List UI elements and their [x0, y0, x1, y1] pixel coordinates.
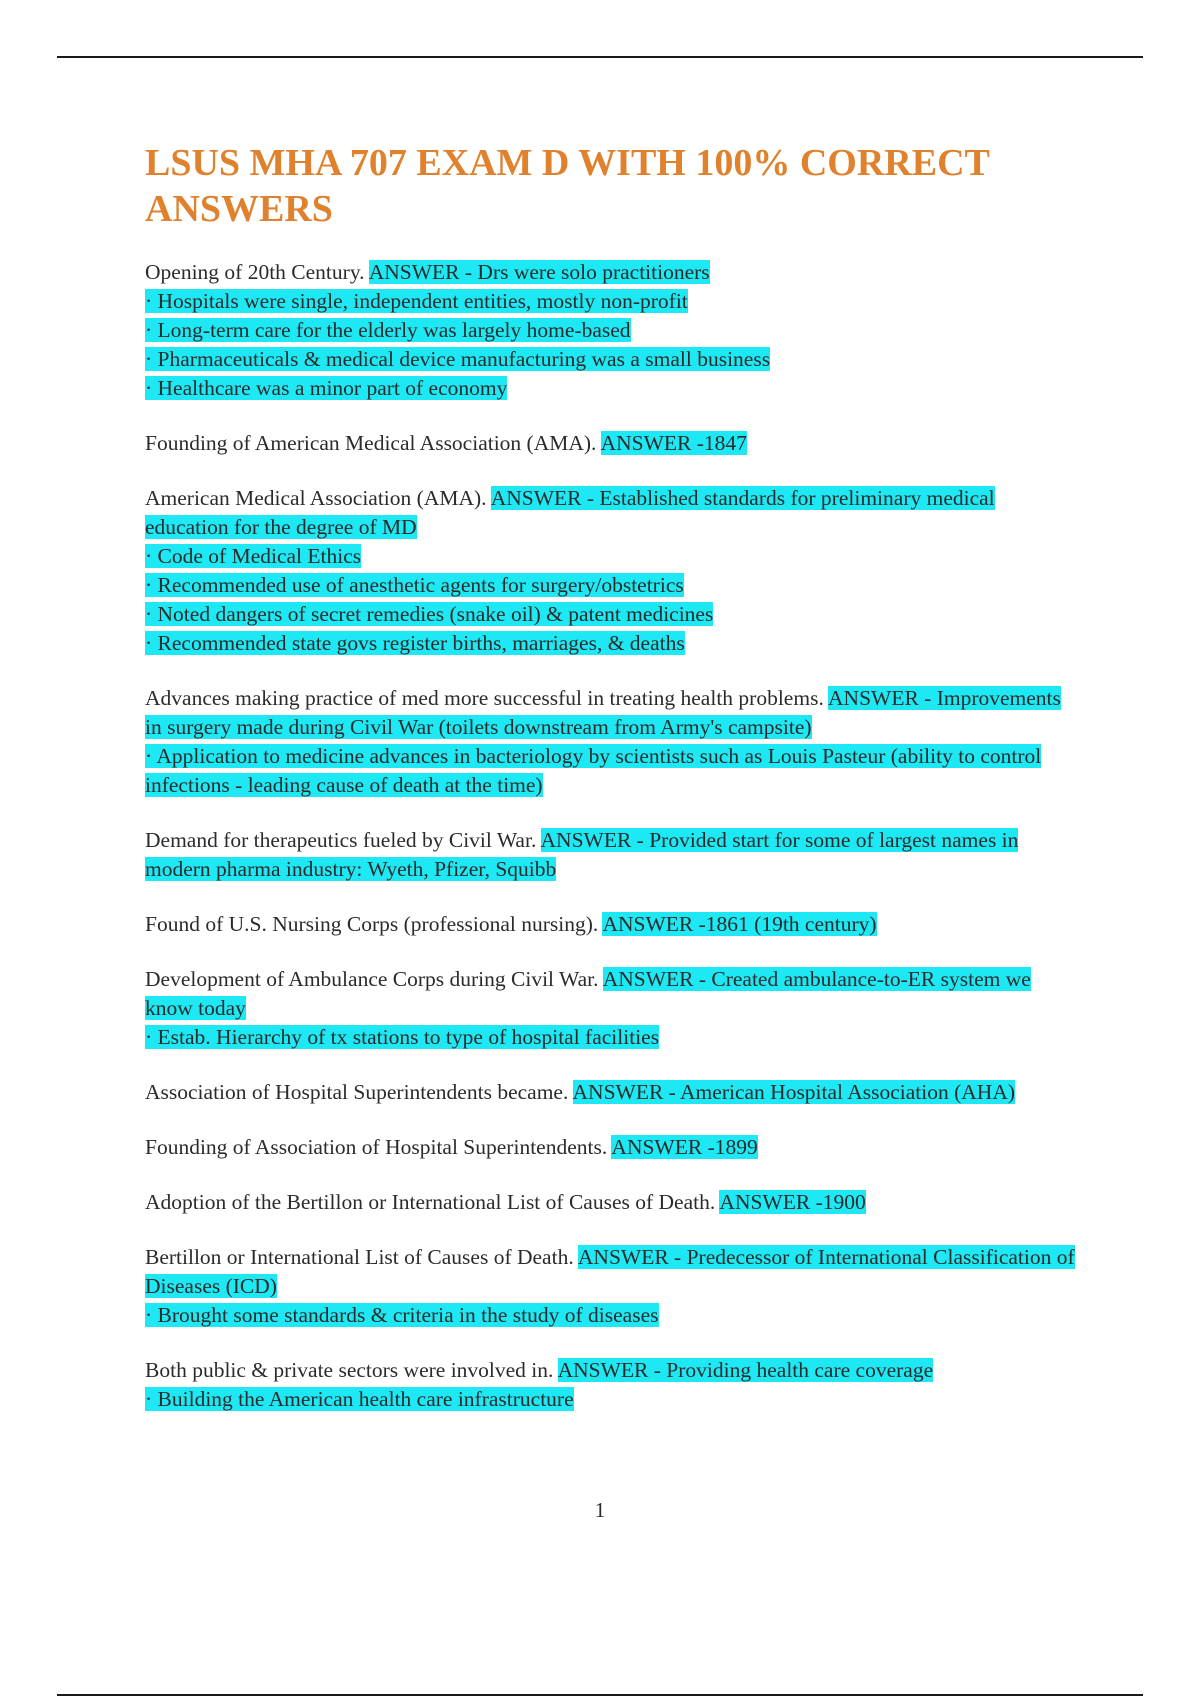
- answer-bullet: · Noted dangers of secret remedies (snake oil) & patent medicines: [145, 602, 714, 626]
- question-text: Demand for therapeutics fueled by Civil War.: [145, 828, 541, 852]
- question-text: Association of Hospital Superintendents became.: [145, 1080, 573, 1104]
- answer-bullet: · Building the American health care infrastructure: [145, 1387, 574, 1411]
- answer-text: ANSWER -1900: [719, 1190, 866, 1214]
- answer-bullet: · Long-term care for the elderly was largely home-based: [145, 318, 631, 342]
- answer-bullet: · Application to medicine advances in bacteriology by scientists such as Louis Pasteur (ability to control infections - leading cause of death at the time): [145, 744, 1042, 797]
- answer-bullet: · Hospitals were single, independent entities, mostly non-profit: [145, 289, 688, 313]
- answer-bullet: · Pharmaceuticals & medical device manufacturing was a small business: [145, 347, 771, 371]
- answer-text: ANSWER - Providing health care coverage: [557, 1358, 934, 1382]
- qa-item: [145, 965, 1075, 1052]
- answer-bullet: · Recommended use of anesthetic agents for surgery/obstetrics: [145, 573, 684, 597]
- question-text: Founding of American Medical Association (AMA).: [145, 431, 601, 455]
- qa-item: [145, 910, 1075, 939]
- document-body: [145, 140, 1075, 1440]
- answer-bullet: · Recommended state govs register births, marriages, & deaths: [145, 631, 685, 655]
- qa-item: [145, 684, 1075, 800]
- answer-bullet: · Code of Medical Ethics: [145, 544, 362, 568]
- answer-text: ANSWER - Provided start for some of largest names in modern pharma industry: Wyeth, Pfizer, Squibb: [145, 828, 1019, 881]
- qa-list: [145, 258, 1075, 1414]
- question-text: Adoption of the Bertillon or International List of Causes of Death.: [145, 1190, 720, 1214]
- answer-text: ANSWER - Drs were solo practitioners: [368, 260, 710, 284]
- qa-item: [145, 484, 1075, 658]
- answer-text: ANSWER -1847: [600, 431, 747, 455]
- question-text: Opening of 20th Century.: [145, 260, 369, 284]
- qa-item: [145, 1078, 1075, 1107]
- answer-text: ANSWER - Established standards for preliminary medical education for the degree of MD: [145, 486, 995, 539]
- answer-text: ANSWER -1861 (19th century): [602, 912, 877, 936]
- qa-item: [145, 826, 1075, 884]
- answer-text: ANSWER - Created ambulance-to-ER system we know today: [145, 967, 1031, 1020]
- qa-item: [145, 1188, 1075, 1217]
- qa-item: [145, 1356, 1075, 1414]
- question-text: American Medical Association (AMA).: [145, 486, 491, 510]
- qa-item: [145, 1133, 1075, 1162]
- answer-text: ANSWER - American Hospital Association (AHA): [572, 1080, 1016, 1104]
- question-text: Bertillon or International List of Causes of Death.: [145, 1245, 578, 1269]
- header-rule: [57, 56, 1143, 58]
- question-text: Development of Ambulance Corps during Civil War.: [145, 967, 603, 991]
- footer-rule: [57, 1694, 1143, 1696]
- answer-bullet: · Brought some standards & criteria in the study of diseases: [145, 1303, 659, 1327]
- question-text: Both public & private sectors were involved in.: [145, 1358, 558, 1382]
- answer-text: ANSWER - Predecessor of International Classification of Diseases (ICD): [145, 1245, 1075, 1298]
- qa-item: [145, 429, 1075, 458]
- answer-bullet: · Estab. Hierarchy of tx stations to type of hospital facilities: [145, 1025, 660, 1049]
- question-text: Found of U.S. Nursing Corps (professional nursing).: [145, 912, 603, 936]
- qa-item: [145, 1243, 1075, 1330]
- answer-text: ANSWER -1899: [611, 1135, 758, 1159]
- answer-bullet: · Healthcare was a minor part of economy: [145, 376, 508, 400]
- question-text: Founding of Association of Hospital Superintendents.: [145, 1135, 612, 1159]
- question-text: Advances making practice of med more successful in treating health problems.: [145, 686, 829, 710]
- answer-text: ANSWER - Improvements in surgery made during Civil War (toilets downstream from Army's campsite): [145, 686, 1061, 739]
- document-title: LSUS MHA 707 EXAM D WITH 100% CORRECT ANSWERS: [145, 142, 990, 230]
- qa-item: [145, 258, 1075, 403]
- page-number: 1: [594, 1498, 606, 1522]
